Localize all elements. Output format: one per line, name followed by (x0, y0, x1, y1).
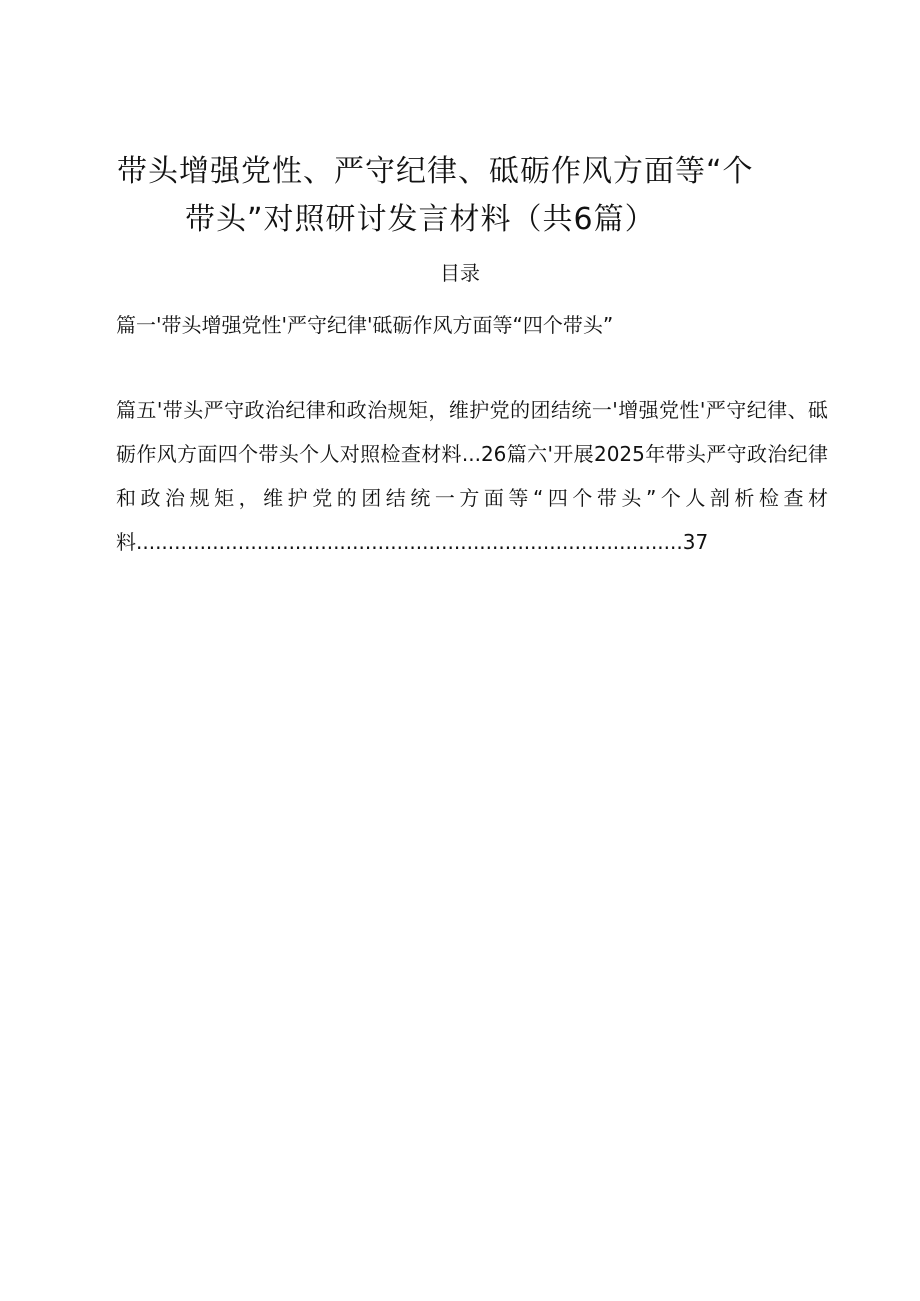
title-line-1: 带头增强党性、严守纪律、砥砺作风方面等“个 (117, 154, 754, 190)
document-title (0, 148, 920, 244)
title-line-2: 带头”对照研讨发言材料（共6篇） (185, 202, 656, 238)
toc-entry-1[interactable]: 篇一'带头增强党性'严守纪律'砥砺作风方面等“四个带头” (116, 313, 614, 337)
toc-entry-2[interactable]: 篇五'带头严守政治纪律和政治规矩，维护党的团结统一'增强党性'严守纪律、砥砺作风方面四个带头个人对照检查材料...26篇六'开展2025年带头严守政治纪律和政治规矩，维护党的团结统一方面等“四个带头”个人剖析检查材料......................................................................................37 (116, 398, 828, 554)
toc-heading: 目录 (440, 261, 480, 285)
